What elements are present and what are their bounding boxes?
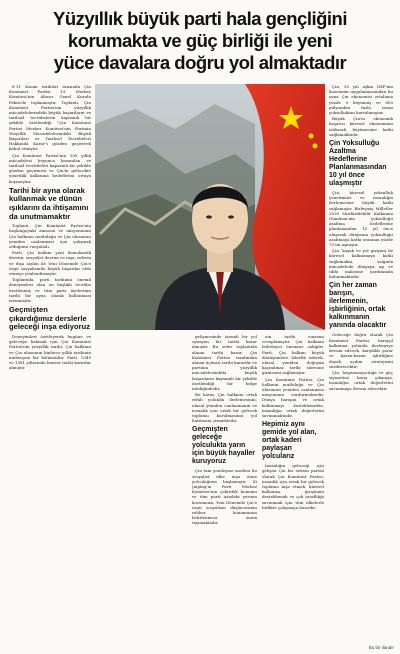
subheading: Hepimiz aynı gemide yol alan, ortak kaderi paylaşan yolcularız bbox=[262, 421, 317, 461]
article-column-4 bbox=[329, 84, 393, 646]
subheading: Tarihi bir ayna olarak kullanmak ve dünün ışıklarını da ihtişamını da unutmamaktır bbox=[9, 185, 89, 221]
headline-line-2: korumakta ve güç birliği ile yeni bbox=[67, 30, 333, 51]
paragraph: 8-11 Kasım tarihleri arasında Çin Komünist Partisi 19. Merkez Komitesi'nin Altıncı Genel Kurulu Pekin'de toplanmıştır. Toplantı, Çin Komünist Partisi'nin yüzyıllık mücadelelerindeki büyük başarıların ve tarihsel tecrübelerin kapsamlı bir şekilde özetlendiği "Çin Komünist Partisi Merkez Komitesi'nin Partinin Yüzyıllık Mücadelelerindeki Büyük Başarıları ve Tarihsel Tecrübeleri Hakkında Karar"ı gözden geçirerek kabul etmiştir. bbox=[9, 84, 91, 152]
subheading: Geçmişten geleceğe yolculukta yarın için büyük hayaller kuruyoruz bbox=[192, 426, 256, 466]
subheading: Çin Yoksulluğu Azaltma Hedeflerine Planlanmasından 10 yıl önce ulaşmıştır bbox=[329, 140, 387, 188]
paragraph: Çin tam yenileşme modeni bu sosyalist ülke inşa etme yolculuğuna başlamıştır. Xi Jinping'in Parti Merkez Komitesi'nin çekirdek konumu ve tüm parti içindeki yerinin korunması, Yeni Dönemde Çin'e özgü sosyalizm düşüncesinin rehber konumunun belirlenmesi önem taşımaktadır. bbox=[192, 468, 257, 526]
paragraph: Geleceğe doğru olarak Çin Komünist Partisi, barışçıl kalkınma yolunda ilerlemeye devam edecek, karşılıklı yarar ve kazan-kazan işbirliğine dayalı açılım stratejisini sürdürecektir. bbox=[329, 332, 393, 369]
paragraph: Toplantıda, parti tarihinin önemli deneyimleri olan on başlıklı tecrübe özetlenmiş ve tüm parti üyelerinin tarihi bir ayna olarak kullanması istenmiştir. bbox=[9, 277, 91, 304]
paragraph: Çin Komünist Partisi'nin 100 yıllık mücadelesi boyunca kazanılan ve tarihsel tecrübeleri kapsamlı bir şekilde gözden geçirmesi ve Çin'in gelecekte yönetilik kalkınma hedeflerini ortaya koymuştur. bbox=[9, 152, 91, 184]
headline-line-1: Yüzyıllık büyük parti hala gençliğini bbox=[52, 8, 347, 29]
paragraph: Toplantı, Çin Komünist Partisi'nin başlangıçtaki amacını ve misyonunun Çin halkının mutluluğu ve Çin ulusunun yeniden canlanması için çalışmak olduğunu vurguladı. bbox=[9, 223, 91, 250]
paragraph: Deneyimleri özetleyerek bugüne ve geleceğe bakmak için Çin Komünist Partisi'nin yüzyıllık tarihi, Çin halkının ve Çin ulusunun binlerce yıllık tarihinin muhteşem bir bölümüdür. Parti, 1949 ve 1981 yıllarında benzer tarihi kararlar almıştır. bbox=[9, 334, 91, 371]
photo-image bbox=[95, 84, 325, 330]
paragraph: gelişmesinde önemli bir yol oynayan bir tarihi karar almıştır. Bu sefer toplantıda alınan tarihi karar, Çin Komünist Partisi tarafından alınan üçüncü tarihi karardır ve partinin yüzyıllık mücadelesindeki büyük başarıların kapsamlı bir şekilde özetlendiği bir belge niteliğindedir. bbox=[192, 334, 257, 392]
portrait-photo bbox=[95, 84, 325, 330]
paragraph: Bu karar, Çin halkının ortak refah yolunda ilerlemesinin, ulusal yeniden canlanmanın ve insanlık için ortak bir gelecek toplumu kurulmasının yol haritasını çizmektedir. bbox=[192, 392, 257, 424]
article-column-2 bbox=[192, 334, 257, 644]
paragraph: Çin Komünist Partisi, Çin halkının mutluluğu ve Çin ulusunun yeniden canlanması misyonunu sürdürmektedir. Dünya barışını ve ortak kalkınmayı desteklemekte, insanlığın ortak değerlerini savunmaktadır. bbox=[262, 376, 324, 419]
paragraph: Parti, Çin halkını yeni demokratik devrim, sosyalist devrim ve inşa, reform ve dışa açılım ile Yeni Dönemde Çin'e özgü sosyalizmde büyük başarılar elde etmeye yönlendirmiştir. bbox=[9, 250, 91, 277]
paragraph: Çin, kuşak ve yol girişimi ile küresel kalkınmaya katkı sağlamakta, salgınla mücadelede dünyaya aşı ve tıbbi malzeme yardımında bulunmaktadır. bbox=[329, 248, 393, 280]
article-column-3 bbox=[262, 334, 324, 644]
subheading: Çin her zaman barışın, ilerlemenin, işbirliğinin, ortak kalkınmanın yanında olacaktır bbox=[329, 282, 387, 330]
paragraph: Büyük Çin'in ekonomik başarısı küresel ekonominin istikrarlı büyümesine katkı sağlamaktadır. bbox=[329, 116, 393, 137]
paragraph: Çin, hegemonyacılığa ve güç siyasetine karşı çıkmaya, insanlığın ortak değerlerini savunmaya devam edecektir. bbox=[329, 369, 393, 391]
paragraph: Çin, küresel yoksulluk yönetimine ve insanlığın ilerlemesine büyük katkı sağlamıştır. Birleşmiş Milletler 2030 Sürdürülebilir Kalkınma Gündemi'nin yoksulluğu azaltma hedeflerine planlanandan 10 yıl önce ulaşarak dünyanın yoksulluğu azaltmaya katkı oranının yüzde 70'ini aşmıştır. bbox=[329, 190, 393, 248]
headline bbox=[0, 8, 400, 74]
paragraph: İnsanlığın geleceği için gelişen Çin bir sistem partisi olarak Çin Komünist Partisi, insanlık için ortak bir gelecek toplumu inşa etmek, küresel kalkınma girişimini desteklemek ve çok taraflılığı savunmak için tüm ülkelerle birlikte çalışmaya hazırdır. bbox=[262, 463, 324, 510]
subheading: Geçmişten çıkardığımız derslerle geleceği inşa ediyoruz bbox=[9, 305, 91, 332]
article-column-1 bbox=[9, 84, 91, 644]
paragraph: nin tarihi sınavını cevaplamıştır. Çin halkının belirleyici önemine sahiptir. Parti, Çin halkını büyük dönüşümlere liderlik ederek, ulusal yeniden doğuşun kaçınılmaz tarihi sürecine girmesini sağlamıştır. bbox=[262, 334, 324, 376]
headline-line-3: yüce davalara doğru yol almaktadır bbox=[53, 52, 347, 73]
advertisement-label: Bu bir ilandır bbox=[368, 645, 394, 650]
paragraph: Çin, 30 yılı aşkın IMF'nin kuzeninin uygulanmasından bu yana Çin ekonomisi ortalama yüzde 9 büyümüş ve 800 milyondan fazla insan yoksulluktan kurtulmuştur. bbox=[329, 84, 393, 116]
